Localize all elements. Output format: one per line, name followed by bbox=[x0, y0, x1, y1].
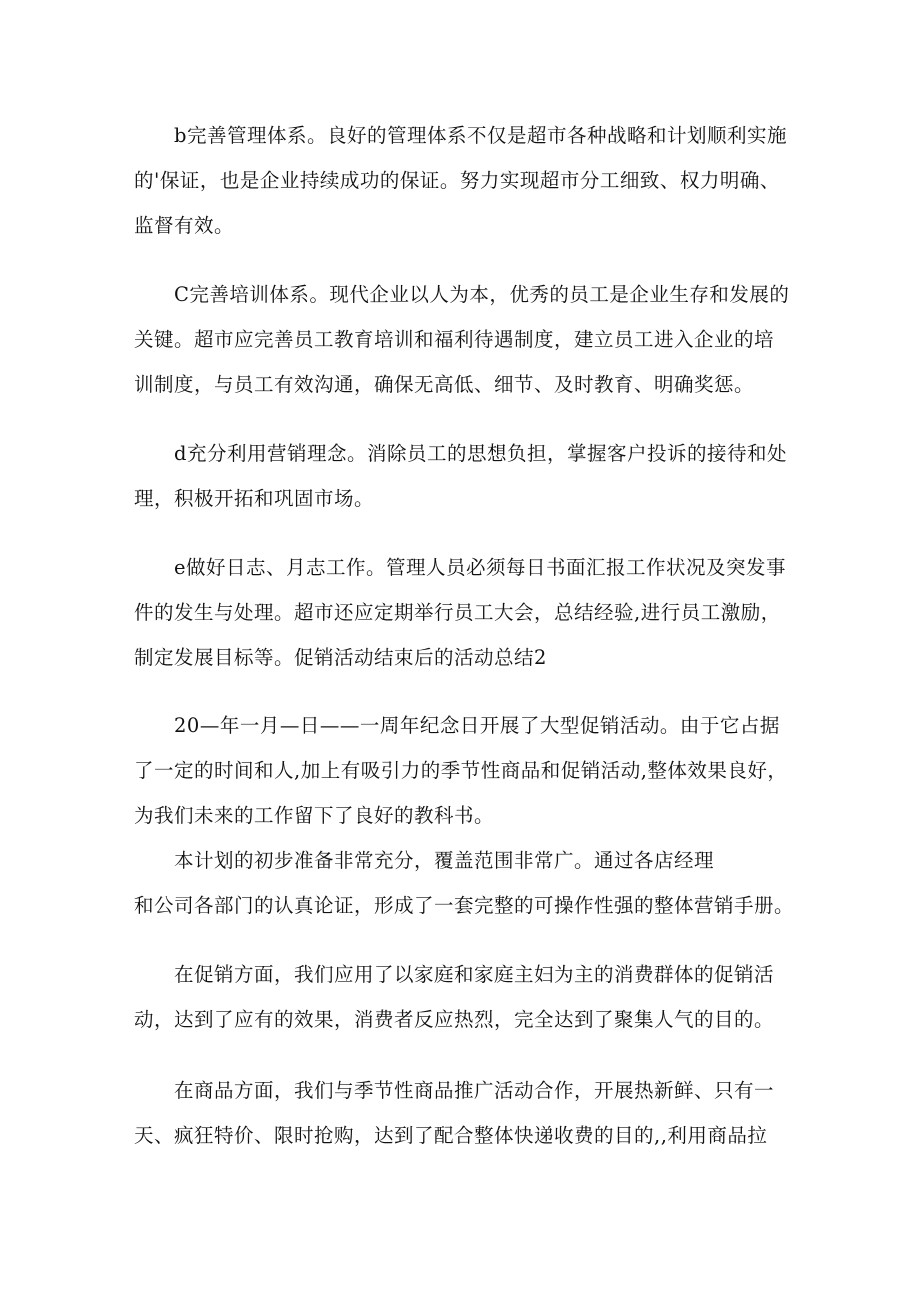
paragraph-anniversary-promotion bbox=[134, 703, 794, 928]
paragraph-logs bbox=[134, 545, 794, 680]
text-line: 在商品方面，我们与季节性商品推广活动合作，开展热新鲜、只有一 bbox=[174, 1079, 775, 1102]
text-line: 理，积极开拓和巩固市场。 bbox=[134, 487, 375, 510]
paragraph-management-system bbox=[134, 113, 794, 248]
text-line: d充分利用营销理念。消除员工的思想负担，掌握客户投诉的接待和处 bbox=[174, 442, 787, 465]
text-line: 制定发展目标等。促销活动结束后的活动总结2 bbox=[134, 646, 547, 669]
text-line: e做好日志、月志工作。管理人员必须每日书面汇报工作状况及突发事 bbox=[174, 556, 787, 579]
text-line: b完善管理体系。良好的管理体系不仅是超市各种战略和计划顺利实施 bbox=[174, 124, 787, 147]
text-line: 的'保证，也是企业持续成功的保证。努力实现超市分工细致、权力明确、 bbox=[134, 169, 780, 192]
text-line: C完善培训体系。现代企业以人为本，优秀的员工是企业生存和发展的 bbox=[174, 283, 790, 306]
text-line: 在促销方面，我们应用了以家庭和家庭主妇为主的消费群体的促销活 bbox=[174, 963, 775, 986]
text-line: 监督有效。 bbox=[134, 214, 235, 237]
text-line: 动，达到了应有的效果，消费者反应热烈，完全达到了聚集人气的目的。 bbox=[134, 1008, 775, 1031]
text-line: 了一定的时间和人,加上有吸引力的季节性商品和促销活动,整体效果良好， bbox=[134, 759, 788, 782]
text-line: 和公司各部门的认真论证，形成了一套完整的可操作性强的整体营销手册。 bbox=[134, 894, 795, 917]
text-line: 为我们未来的工作留下了良好的教科书。 bbox=[134, 804, 495, 827]
paragraph-marketing-concept bbox=[134, 431, 794, 521]
text-line: 本计划的初步准备非常充分，覆盖范围非常广。通过各店经理 bbox=[174, 849, 715, 872]
text-line: 关键。超市应完善员工教育培训和福利待遇制度，建立员工进入企业的培 bbox=[134, 328, 775, 351]
text-line: 训制度，与员工有效沟通，确保无高低、细节、及时教育、明确奖惩。 bbox=[134, 373, 755, 396]
paragraph-promotion-aspect bbox=[134, 952, 794, 1042]
paragraph-goods-aspect bbox=[134, 1068, 794, 1158]
text-line: 天、疯狂特价、限时抢购，达到了配合整体快递收费的目的,,利用商品拉 bbox=[134, 1124, 768, 1147]
paragraph-training-system bbox=[134, 272, 794, 407]
text-line: 20—年一月—日——一周年纪念日开展了大型促销活动。由于它占据 bbox=[174, 714, 780, 737]
text-line: 件的发生与处理。超市还应定期举行员工大会，总结经验,进行员工激励， bbox=[134, 601, 781, 624]
